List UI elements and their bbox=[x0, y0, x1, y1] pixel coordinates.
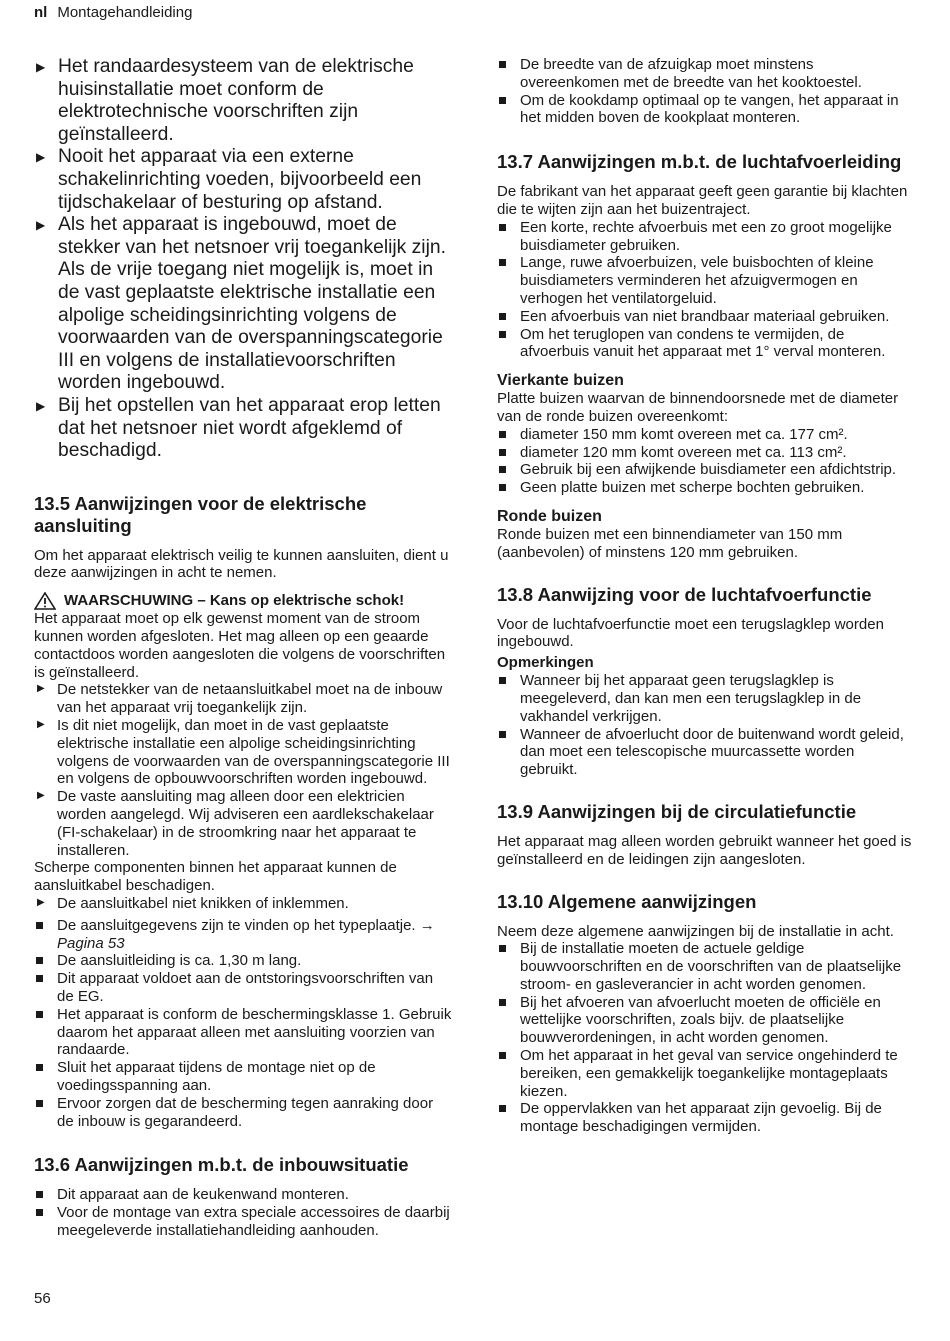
hood-bullet-list bbox=[497, 56, 915, 127]
list-item: De oppervlakken van het apparaat zijn gevoelig. Bij de montage beschadigingen vermijden. bbox=[497, 1100, 915, 1136]
list-item: De breedte van de afzuigkap moet minstens overeenkomen met de breedte van het kooktoestel. bbox=[497, 56, 915, 92]
square-bullet-icon bbox=[499, 945, 506, 952]
list-item: Een afvoerbuis van niet brandbaar materiaal gebruiken. bbox=[497, 308, 915, 326]
section-heading-13-9: 13.9 Aanwijzingen bij de circulatiefunctie bbox=[497, 800, 857, 822]
section-heading-13-8: 13.8 Aanwijzing voor de luchtafvoerfunctie bbox=[497, 583, 872, 605]
subheading-round-ducts: Ronde buizen bbox=[497, 507, 602, 525]
section-intro: Voor de luchtafvoerfunctie moet een terugslagklep worden ingebouwd. bbox=[497, 615, 884, 651]
triangle-bullet-icon: ▶ bbox=[37, 790, 45, 802]
installation-bullet-list bbox=[34, 1186, 452, 1239]
warning-heading bbox=[34, 592, 452, 610]
triangle-bullet-icon: ▶ bbox=[37, 683, 45, 695]
list-item: Gebruik bij een afwijkende buisdiameter een afdichtstrip. bbox=[497, 461, 915, 479]
list-item: Voor de montage van extra speciale accessoires de daarbij meegeleverde installatiehandleiding aanhouden. bbox=[34, 1204, 452, 1240]
list-item: Een korte, rechte afvoerbuis met een zo groot mogelijke buisdiameter gebruiken. bbox=[497, 219, 915, 255]
warning-bullet-list bbox=[34, 681, 452, 859]
notes-bullet-list bbox=[497, 672, 915, 779]
square-bullet-icon bbox=[499, 259, 506, 266]
section-heading-13-5: 13.5 Aanwijzingen voor de elektrische aansluiting bbox=[34, 492, 367, 536]
language-code: nl bbox=[34, 4, 48, 21]
list-item: De aansluitleiding is ca. 1,30 m lang. bbox=[34, 952, 452, 970]
square-bullet-icon bbox=[499, 999, 506, 1006]
list-item: Wanneer de afvoerlucht door de buitenwand wordt geleid, dan moet een telescopische muurcassette worden gebruikt. bbox=[497, 726, 915, 779]
list-item: ▶ De vaste aansluiting mag alleen door een elektricien worden aangelegd. Wij adviseren een aardlekschakelaar (FI-schakelaar) in de stroomkring naar het apparaat te installeren. bbox=[37, 788, 434, 859]
square-bullet-icon bbox=[36, 1100, 43, 1107]
square-bullet-icon bbox=[499, 677, 506, 684]
list-item: Lange, ruwe afvoerbuizen, vele buisbochten of kleine buisdiameters verminderen het afzuigvermogen en verhogen het ventilatorgeluid. bbox=[497, 254, 915, 307]
square-duct-bullet-list bbox=[497, 426, 915, 497]
list-item: ▶ Bij het opstellen van het apparaat erop letten dat het netsnoer niet wordt afgeklemd of beschadigd. bbox=[36, 394, 441, 462]
square-bullet-icon bbox=[499, 61, 506, 68]
list-item: ▶ Het randaardesysteem van de elektrische huisinstallatie moet conform de elektrotechnische voorschriften zijn geïnstalleerd. bbox=[36, 56, 414, 145]
list-item: Dit apparaat aan de keukenwand monteren. bbox=[34, 1186, 452, 1204]
list-item: diameter 150 mm komt overeen met ca. 177 cm². bbox=[497, 426, 915, 444]
list-item: Ervoor zorgen dat de bescherming tegen aanraking door de inbouw is gegarandeerd. bbox=[34, 1095, 452, 1131]
list-item: Om het teruglopen van condens te vermijden, de afvoerbuis vanuit het apparaat met 1° verval monteren. bbox=[497, 326, 915, 362]
square-bullet-icon bbox=[499, 97, 506, 104]
warning-label: WAARSCHUWING – Kans op elektrische schok! bbox=[64, 592, 405, 610]
square-bullet-icon bbox=[36, 1191, 43, 1198]
section-intro: Om het apparaat elektrisch veilig te kunnen aansluiten, dient u deze aanwijzingen in acht te nemen. bbox=[34, 546, 449, 582]
left-column bbox=[34, 56, 452, 1240]
triangle-bullet-icon: ▶ bbox=[36, 398, 46, 413]
triangle-bullet-icon: ▶ bbox=[36, 150, 46, 165]
list-item: ▶ Is dit niet mogelijk, dan moet in de vast geplaatste elektrische installatie een alpolige scheidingsinrichting volgens de voorwaarden van de overspanningscategorie III en volgens de opbouwvoorschriften worden ingebouwd. bbox=[37, 717, 450, 788]
list-item: Bij de installatie moeten de actuele geldige bouwvoorschriften en de voorschriften van de plaatselijke stroom- en gasleverancier in acht worden genomen. bbox=[497, 940, 915, 993]
list-item: ▶ De aansluitkabel niet knikken of inklemmen. bbox=[37, 895, 349, 913]
square-bullet-icon bbox=[36, 922, 43, 929]
square-bullet-icon bbox=[499, 1052, 506, 1059]
right-column bbox=[497, 56, 915, 1136]
square-bullet-icon bbox=[499, 224, 506, 231]
section-intro: Neem deze algemene aanwijzingen bij de installatie in acht. bbox=[497, 922, 894, 940]
list-item: Om het apparaat in het geval van service ongehinderd te bereiken, een gemakkelijk toegankelijke montageplaats kiezen. bbox=[497, 1047, 915, 1100]
square-bullet-icon bbox=[36, 1011, 43, 1018]
list-item: ▶ Als het apparaat is ingebouwd, moet de stekker van het netsnoer vrij toegankelijk zijn. Als de vrije toegang niet mogelijk is, moet in de vast geplaatste elektrische installatie een alpolige scheidingsinrichting volgens de voorwaarden van de overspanningscategorie III en volgens de installatievoorschriften worden ingebouwd. bbox=[36, 214, 446, 394]
page-reference-link[interactable]: → Pagina 53 bbox=[57, 916, 435, 952]
triangle-bullet-icon: ▶ bbox=[36, 218, 46, 233]
square-bullet-icon bbox=[36, 957, 43, 964]
section-heading-13-10: 13.10 Algemene aanwijzingen bbox=[497, 890, 757, 912]
square-ducts-text: Platte buizen waarvan de binnendoorsnede met de diameter van de ronde buizen overeenkomt: bbox=[497, 390, 899, 425]
square-bullet-icon bbox=[499, 466, 506, 473]
sharp-bullet-list bbox=[34, 895, 452, 913]
list-item: diameter 120 mm komt overeen met ca. 113 cm². bbox=[497, 444, 915, 462]
square-bullet-icon bbox=[36, 1209, 43, 1216]
square-bullet-icon bbox=[499, 1105, 506, 1112]
square-bullet-icon bbox=[499, 449, 506, 456]
list-item: Bij het afvoeren van afvoerlucht moeten de officiële en wettelijke voorschriften, zoals bijv. de plaatselijke bouwverordeningen, in acht worden genomen. bbox=[497, 994, 915, 1047]
square-bullet-icon bbox=[499, 331, 506, 338]
square-bullet-icon bbox=[499, 731, 506, 738]
warning-text: Het apparaat moet op elk gewenst moment van de stroom kunnen worden afgesloten. Het mag alleen op een geaarde contactdoos worden aangesloten die volgens de voorschriften is geïnstalleerd. bbox=[34, 610, 446, 681]
list-item: ▶ Nooit het apparaat via een externe schakelinrichting voeden, bijvoorbeeld een tijdschakelaar of besturing op afstand. bbox=[36, 146, 422, 213]
triangle-bullet-icon: ▶ bbox=[37, 897, 45, 909]
round-ducts-text: Ronde buizen met een binnendiameter van 150 mm (aanbevolen) of minstens 120 mm gebruiken. bbox=[497, 525, 843, 561]
duct-bullet-list bbox=[497, 219, 915, 361]
connection-bullet-list bbox=[34, 917, 452, 1131]
page-header bbox=[34, 4, 192, 21]
square-bullet-icon bbox=[499, 431, 506, 438]
list-item: Sluit het apparaat tijdens de montage niet op de voedingsspanning aan. bbox=[34, 1059, 452, 1095]
square-bullet-icon bbox=[36, 1064, 43, 1071]
list-item: ▶ De netstekker van de netaansluitkabel moet na de inbouw van het apparaat vrij toegankelijk zijn. bbox=[37, 681, 443, 717]
warning-triangle-icon bbox=[34, 592, 56, 610]
sharp-components-text: Scherpe componenten binnen het apparaat kunnen de aansluitkabel beschadigen. bbox=[34, 859, 397, 895]
square-bullet-icon bbox=[499, 484, 506, 491]
list-item: Wanneer bij het apparaat geen terugslagklep is meegeleverd, dan kan men een terugslagklep in de vakhandel verkrijgen. bbox=[497, 672, 915, 725]
list-item: Dit apparaat voldoet aan de ontstoringsvoorschriften van de EG. bbox=[34, 970, 452, 1006]
page-number: 56 bbox=[34, 1290, 51, 1307]
list-item: Het apparaat is conform de beschermingsklasse 1. Gebruik daarom het apparaat alleen met aansluiting voorzien van randaarde. bbox=[34, 1006, 452, 1059]
section-heading-13-6: 13.6 Aanwijzingen m.b.t. de inbouwsituatie bbox=[34, 1154, 409, 1176]
list-item: Om de kookdamp optimaal op te vangen, het apparaat in het midden boven de kookplaat monteren. bbox=[497, 92, 915, 128]
subheading-square-ducts: Vierkante buizen bbox=[497, 372, 624, 390]
notes-heading: Opmerkingen bbox=[497, 654, 594, 672]
general-bullet-list bbox=[497, 940, 915, 1136]
document-title: Montagehandleiding bbox=[57, 4, 193, 21]
triangle-bullet-icon: ▶ bbox=[37, 719, 45, 731]
list-item: De aansluitgegevens zijn te vinden op het typeplaatje. → Pagina 53 bbox=[34, 917, 452, 953]
section-heading-13-7: 13.7 Aanwijzingen m.b.t. de luchtafvoerleiding bbox=[497, 151, 902, 173]
section-text: Het apparaat mag alleen worden gebruikt wanneer het goed is geïnstalleerd en de leidingen zijn aangesloten. bbox=[497, 832, 912, 868]
intro-bullet-list bbox=[34, 56, 452, 463]
square-bullet-icon bbox=[499, 313, 506, 320]
section-intro: De fabrikant van het apparaat geeft geen garantie bij klachten die te wijten zijn aan het buizentraject. bbox=[497, 183, 908, 218]
square-bullet-icon bbox=[36, 975, 43, 982]
list-item: Geen platte buizen met scherpe bochten gebruiken. bbox=[497, 479, 915, 497]
triangle-bullet-icon: ▶ bbox=[36, 60, 46, 74]
